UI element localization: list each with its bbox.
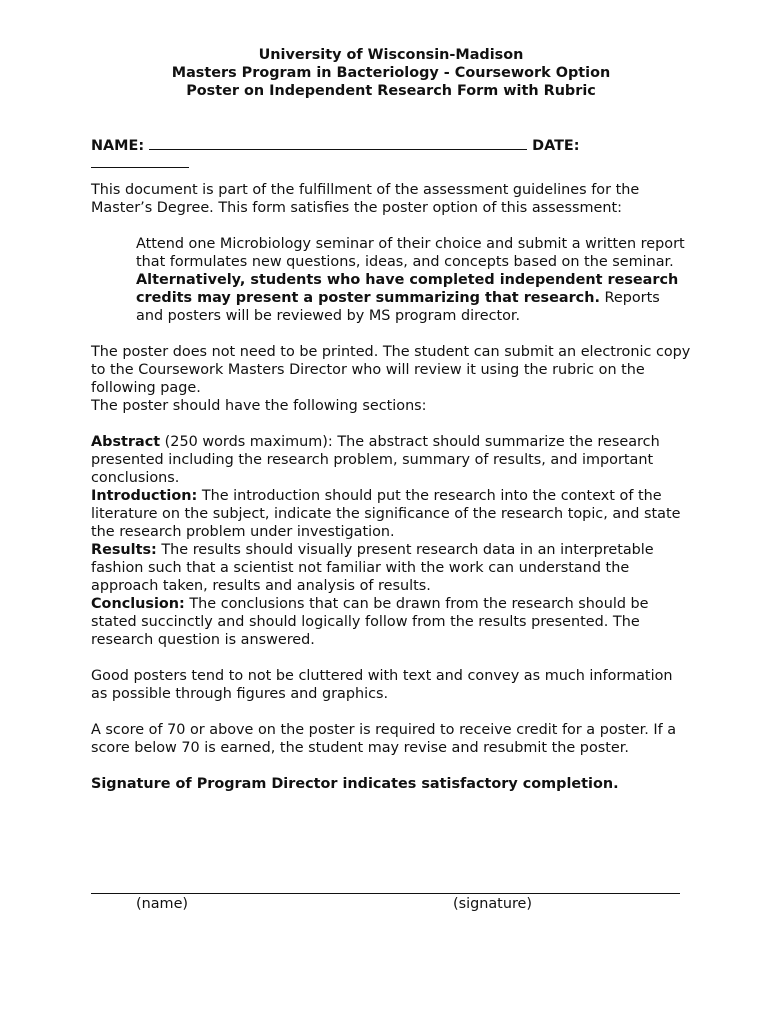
intro-paragraph: This document is part of the fulfillment of the assessment guidelines for the Master’s Degree. This form satisfies the poster option of this assessment:	[91, 182, 640, 216]
requirement-text: Attend one Microbiology seminar of their choice and submit a written report that formulates new questions, ideas, and concepts based on the seminar.	[136, 236, 685, 270]
section-abstract	[91, 433, 691, 487]
program-title: Masters Program in Bacteriology - Coursework Option	[171, 65, 611, 81]
document-page	[91, 46, 691, 793]
section-results	[91, 541, 691, 595]
poster-notes	[91, 343, 691, 415]
section-text: The conclusions that can be drawn from the research should be stated succinctly and should logically follow from the results presented. The research question is answered.	[91, 596, 649, 648]
name-date-fields	[91, 135, 691, 171]
name-field[interactable]	[149, 135, 527, 150]
section-text: The results should visually present research data in an interpretable fashion such that a scientist not familiar with the work can understand the approach taken, results and analysis of results.	[91, 542, 654, 594]
date-label: DATE:	[532, 138, 580, 154]
signature-label: (signature)	[453, 896, 533, 912]
good-posters-note: Good posters tend to not be cluttered with text and convey as much information as possible through figures and graphics.	[91, 668, 673, 702]
section-text: (250 words maximum): The abstract should summarize the research presented including the research problem, summary of results, and important conclusions.	[91, 434, 660, 486]
poster-sections-intro: The poster should have the following sections:	[91, 398, 427, 414]
section-introduction	[91, 487, 691, 541]
section-title: Results:	[91, 542, 157, 558]
date-field[interactable]	[91, 153, 189, 168]
name-signature-label: (name)	[136, 896, 189, 912]
poster-submission-note: The poster does not need to be printed. The student can submit an electronic copy to the Coursework Masters Director who will review it using the rubric on the following page.	[91, 344, 691, 396]
signature-statement: Signature of Program Director indicates satisfactory completion.	[91, 776, 619, 792]
section-title: Introduction:	[91, 488, 198, 504]
section-title: Conclusion:	[91, 596, 185, 612]
assessment-requirement	[136, 235, 686, 325]
university-title: University of Wisconsin-Madison	[258, 47, 524, 63]
poster-sections	[91, 433, 691, 649]
score-requirement: A score of 70 or above on the poster is required to receive credit for a poster. If a score below 70 is earned, the student may revise and resubmit the poster.	[91, 722, 677, 756]
requirement-alternative: Alternatively, students who have completed independent research credits may present a poster summarizing that research.	[136, 272, 679, 306]
form-title: Poster on Independent Research Form with Rubric	[186, 83, 596, 99]
name-label: NAME:	[91, 138, 145, 154]
document-header	[91, 46, 691, 100]
section-text: The introduction should put the research into the context of the literature on the subject, indicate the significance of the research topic, and state the research problem under investigation.	[91, 488, 681, 540]
signature-line[interactable]	[91, 893, 680, 894]
section-conclusion	[91, 595, 691, 649]
requirement-review: Reports and posters will be reviewed by MS program director.	[136, 290, 660, 324]
section-title: Abstract	[91, 434, 161, 450]
